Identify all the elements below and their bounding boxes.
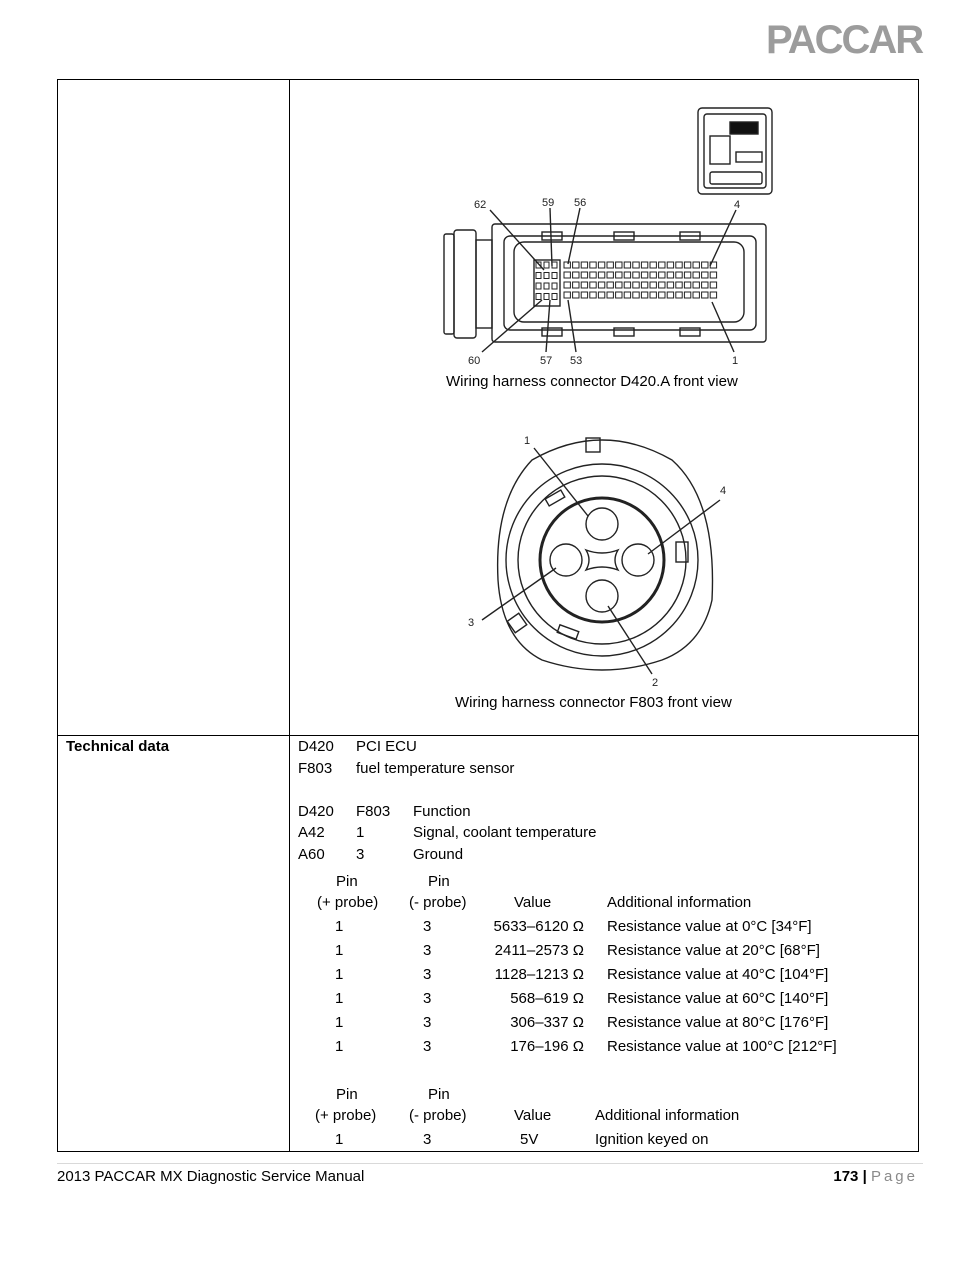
page-word: Page: [870, 1168, 918, 1185]
col-header: Pin: [336, 873, 358, 890]
d420-pin-label: 59: [542, 197, 555, 209]
f803-pin-label: 2: [652, 677, 659, 689]
col-header: (+ probe): [315, 1107, 377, 1124]
component-name: fuel temperature sensor: [356, 760, 515, 777]
resistance-plus: 1: [335, 918, 344, 935]
f803-caption: Wiring harness connector F803 front view: [455, 694, 732, 711]
d420-pin-label: 4: [734, 199, 741, 211]
voltage-plus: 1: [335, 1131, 344, 1148]
f803-pin-label: 1: [524, 435, 531, 447]
resistance-value: 2411–2573 Ω: [494, 942, 584, 959]
resistance-value: 568–619 Ω: [510, 990, 584, 1007]
d420-connector-figure: [440, 100, 780, 370]
voltage-minus: 3: [423, 1131, 432, 1148]
pin-map-d420: A42: [298, 824, 325, 841]
pin-map-d420: A60: [298, 846, 325, 863]
resistance-plus: 1: [335, 1038, 344, 1055]
resistance-info: Resistance value at 80°C [176°F]: [607, 1014, 829, 1031]
resistance-plus: 1: [335, 966, 344, 983]
voltage-info: Ignition keyed on: [595, 1131, 709, 1148]
d420-pin-label: 57: [540, 355, 553, 367]
resistance-info: Resistance value at 100°C [212°F]: [607, 1038, 837, 1055]
pin-map-f803: 3: [356, 846, 365, 863]
col-header: (+ probe): [317, 894, 379, 911]
pin-map-function: Signal, coolant temperature: [413, 824, 597, 841]
component-code: D420: [298, 738, 334, 755]
resistance-minus: 3: [423, 966, 432, 983]
footer-divider: [57, 1163, 923, 1164]
f803-pin-label: 4: [720, 485, 727, 497]
resistance-minus: 3: [423, 1038, 432, 1055]
col-header: Pin: [336, 1086, 358, 1103]
paccar-logo: [766, 18, 924, 58]
resistance-value: 176–196 Ω: [510, 1038, 584, 1055]
d420-pin-label: 1: [732, 355, 739, 367]
resistance-plus: 1: [335, 1014, 344, 1031]
d420-pin-label: 62: [474, 199, 487, 211]
pin-map-header: F803: [356, 803, 391, 820]
pin-map-header: Function: [413, 803, 471, 820]
d420-pin-label: 60: [468, 355, 481, 367]
footer-page: [833, 1168, 918, 1185]
logo-text: PACCAR: [766, 18, 923, 58]
d420-pin-label: 53: [570, 355, 583, 367]
resistance-info: Resistance value at 0°C [34°F]: [607, 918, 812, 935]
pin-map-header: D420: [298, 803, 334, 820]
page-number: 173: [833, 1168, 859, 1185]
pin-map-function: Ground: [413, 846, 464, 863]
resistance-info: Resistance value at 20°C [68°F]: [607, 942, 820, 959]
resistance-value: 306–337 Ω: [510, 1014, 584, 1031]
resistance-info: Resistance value at 60°C [140°F]: [607, 990, 829, 1007]
col-header: Value: [514, 894, 552, 911]
resistance-plus: 1: [335, 990, 344, 1007]
col-header: Value: [514, 1107, 552, 1124]
technical-data-label: Technical data: [66, 738, 170, 755]
resistance-minus: 3: [423, 1014, 432, 1031]
col-header: (- probe): [409, 894, 467, 911]
resistance-plus: 1: [335, 942, 344, 959]
resistance-info: Resistance value at 40°C [104°F]: [607, 966, 829, 983]
component-name: PCI ECU: [356, 738, 417, 755]
resistance-minus: 3: [423, 990, 432, 1007]
d420-pin-label: 56: [574, 197, 587, 209]
pin-map-f803: 1: [356, 824, 365, 841]
col-header: Additional information: [595, 1107, 740, 1124]
footer-title: 2013 PACCAR MX Diagnostic Service Manual: [57, 1168, 365, 1185]
col-header: Additional information: [607, 894, 752, 911]
page-separator: |: [862, 1168, 867, 1185]
col-header: Pin: [428, 873, 450, 890]
voltage-value: 5V: [520, 1131, 539, 1148]
resistance-minus: 3: [423, 918, 432, 935]
component-code: F803: [298, 760, 333, 777]
col-header: Pin: [428, 1086, 450, 1103]
d420-caption: Wiring harness connector D420.A front view: [446, 373, 738, 390]
col-header: (- probe): [409, 1107, 467, 1124]
resistance-minus: 3: [423, 942, 432, 959]
resistance-value: 5633–6120 Ω: [493, 918, 584, 935]
f803-connector-figure: [462, 430, 742, 690]
resistance-value: 1128–1213 Ω: [494, 966, 584, 983]
f803-pin-label: 3: [468, 617, 475, 629]
